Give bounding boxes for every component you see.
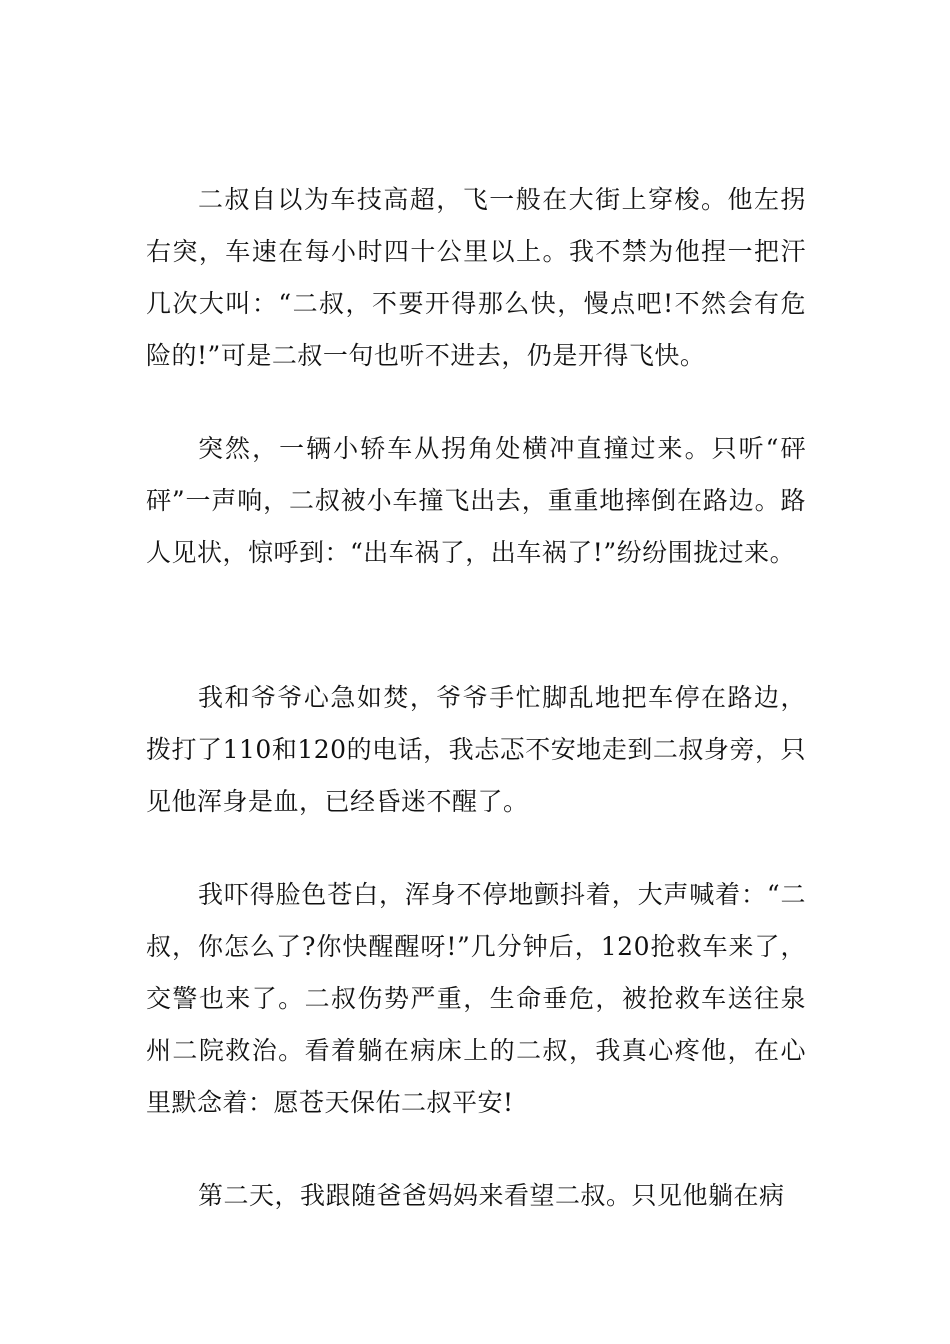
paragraph-4: 我吓得脸色苍白，浑身不停地颤抖着，大声喊着：“二叔，你怎么了?你快醒醒呀!”几分钟后，120抢救车来了，交警也来了。二叔伤势严重，生命垂危，被抢救车送往泉州二院救治。看着躺在病床上的二叔，我真心疼他，在心里默念着：愿苍天保佑二叔平安! <box>146 880 806 1117</box>
paragraph-2: 突然，一辆小轿车从拐角处横冲直撞过来。只听“砰砰”一声响，二叔被小车撞飞出去，重重地摔倒在路边。路人见状，惊呼到：“出车祸了，出车祸了!”纷纷围拢过来。 <box>146 434 806 567</box>
paragraph-1: 二叔自以为车技高超，飞一般在大街上穿梭。他左拐右突，车速在每小时四十公里以上。我不禁为他捏一把汗几次大叫：“二叔，不要开得那么快，慢点吧!不然会有危险的!”可是二叔一句也听不进去，仍是开得飞快。 <box>146 185 806 370</box>
paragraph-3: 我和爷爷心急如焚，爷爷手忙脚乱地把车停在路边，拨打了110和120的电话，我忐忑不安地走到二叔身旁，只见他浑身是血，已经昏迷不醒了。 <box>146 683 806 816</box>
paragraph-5: 第二天，我跟随爸爸妈妈来看望二叔。只见他躺在病 <box>198 1181 785 1210</box>
